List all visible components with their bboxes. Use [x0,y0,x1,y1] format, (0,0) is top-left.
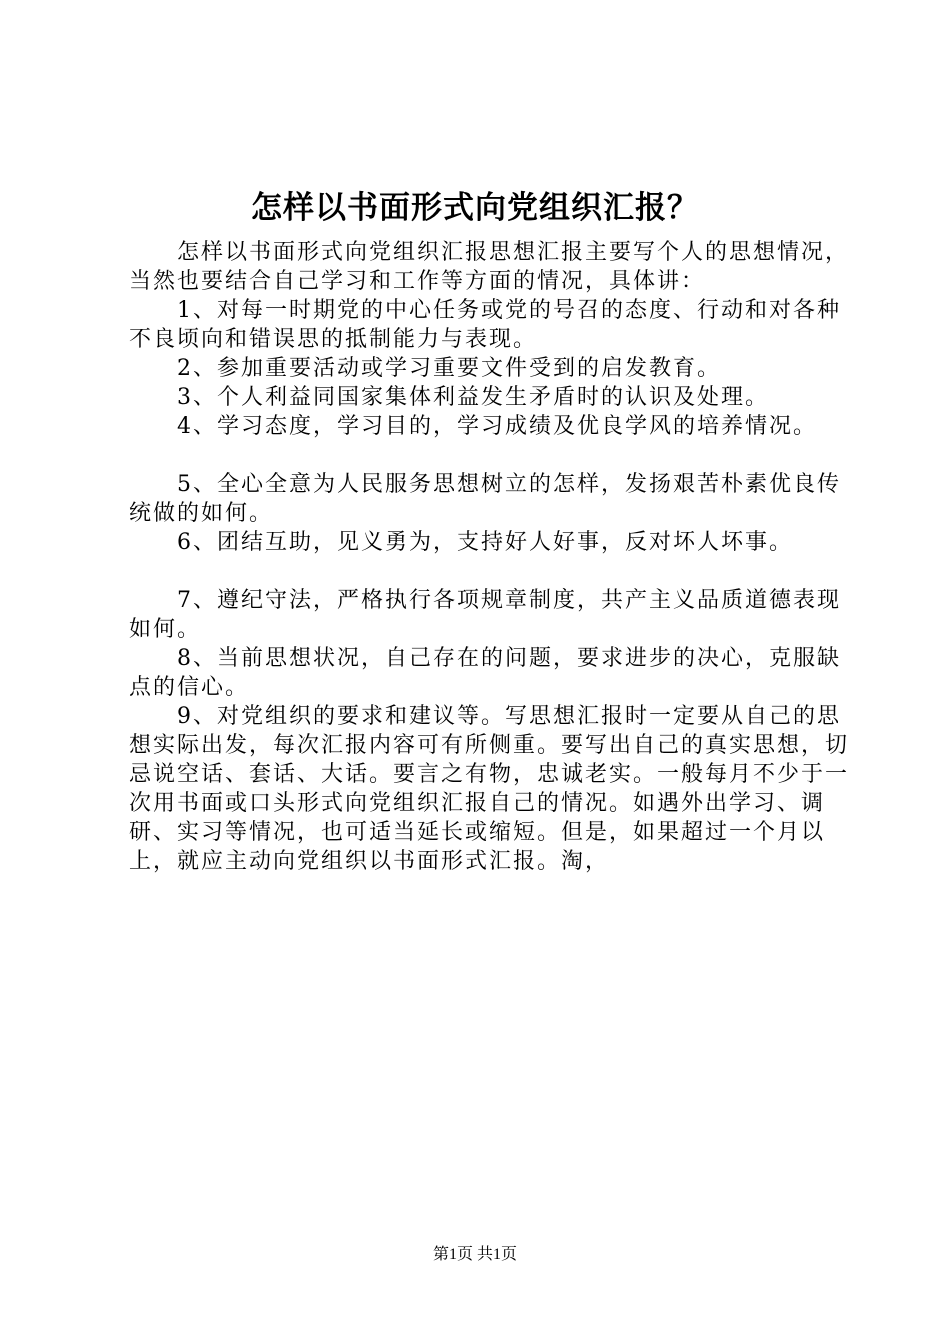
paragraph-item-6: 6、团结互助，见义勇为，支持好人好事，反对坏人坏事。 [177,530,793,555]
paragraph-item-4: 4、学习态度，学习目的，学习成绩及优良学风的培养情况。 [177,414,817,439]
page-number-footer: 第1页 共1页 [432,1246,517,1263]
paragraph-item-1: 1、对每一时期党的中心任务或党的号召的态度、行动和对各种不良顷向和错误思的抵制能力与表现。 [129,298,841,352]
paragraph-item-8: 8、当前思想状况，自己存在的问题，要求进步的决心，克服缺点的信心。 [129,646,841,700]
paragraph-item-3: 3、个人利益同国家集体利益发生矛盾时的认识及处理。 [177,385,769,410]
paragraph-spacer [129,441,849,470]
paragraph-spacer [129,557,849,586]
document-title: 怎样以书面形式向党组织汇报？ [251,190,699,226]
paragraph-item-9: 9、对党组织的要求和建议等。写思想汇报时一定要从自己的思想实际出发，每次汇报内容可有所侧重。要写出自己的真实思想，切忌说空话、套话、大话。要言之有物，忠诚老实。一般每月不少于一次用书面或口头形式向党组织汇报自己的情况。如遇外出学习、调研、实习等情况，也可适当延长或缩短。但是，如果超过一个月以上，就应主动向党组织以书面形式汇报。淘， [129,704,850,874]
paragraph-item-5: 5、全心全意为人民服务思想树立的怎样，发扬艰苦朴素优良传统做的如何。 [129,472,841,526]
paragraph-item-2: 2、参加重要活动或学习重要文件受到的启发教育。 [177,356,721,381]
paragraph-item-7: 7、遵纪守法，严格执行各项规章制度，共产主义品质道德表现如何。 [129,588,841,642]
document-body [129,238,849,876]
paragraph-intro: 怎样以书面形式向党组织汇报思想汇报主要写个人的思想情况，当然也要结合自己学习和工作等方面的情况，具体讲： [129,240,850,294]
